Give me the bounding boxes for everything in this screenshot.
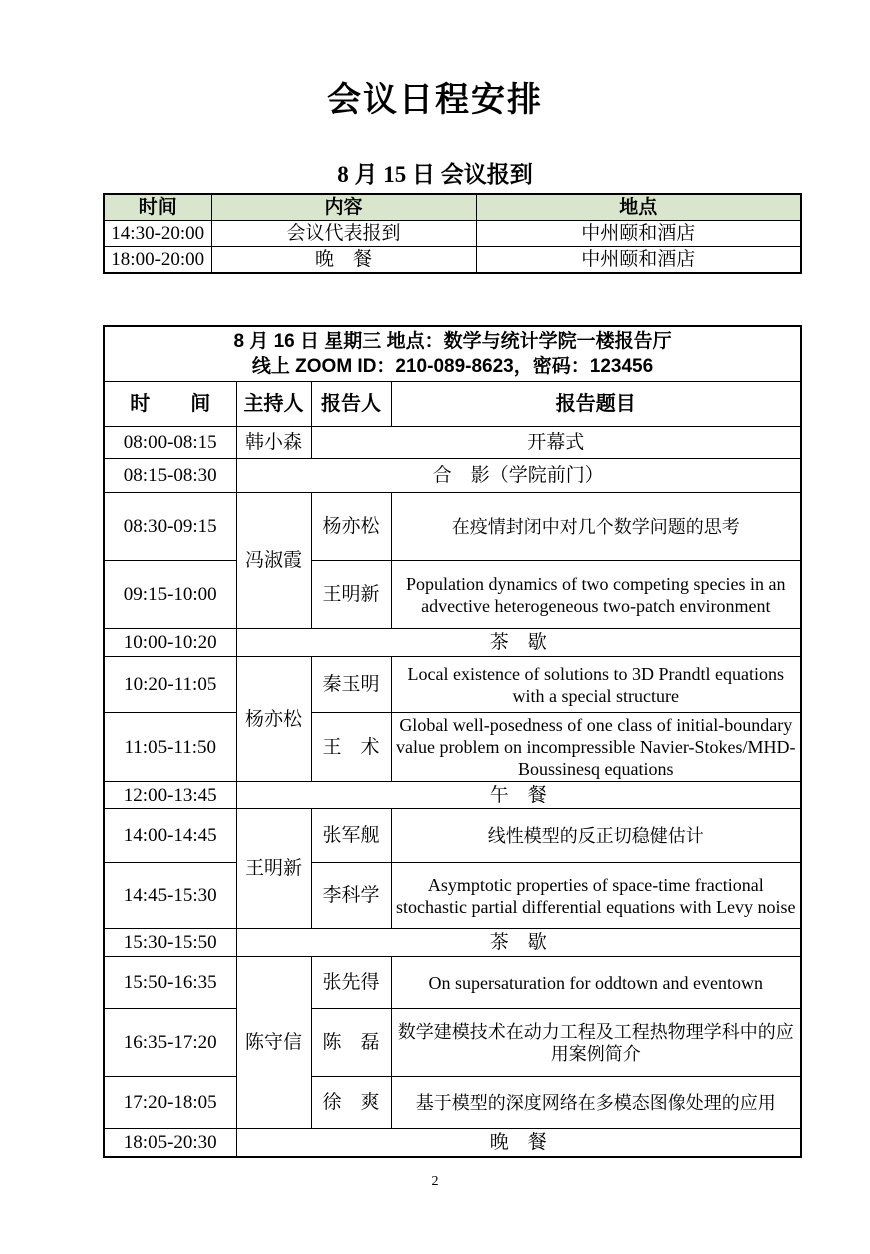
schedule-row [104,782,801,809]
time-cell: 17:20-18:05 [104,1077,236,1129]
schedule-row [104,657,801,713]
talk-title-cell: 基于模型的深度网络在多模态图像处理的应用 [391,1077,801,1129]
day1-row [104,246,801,273]
talk-title-cell: Population dynamics of two competing species in an advective heterogeneous two-patch environment [391,561,801,629]
speaker-cell: 杨亦松 [311,493,391,561]
schedule-row [104,561,801,629]
day1-row [104,220,801,246]
page-number: 2 [431,1174,439,1189]
time-cell: 09:15-10:00 [104,561,236,629]
event-cell: 开幕式 [311,427,801,459]
day2-col-talk: 报告题目 [391,382,801,427]
time-cell: 18:00-20:00 [104,246,211,273]
day2-table [103,325,802,1158]
page-title: 会议日程安排 [327,81,543,119]
speaker-cell: 张军舰 [311,809,391,863]
schedule-row [104,1077,801,1129]
time-cell: 15:30-15:50 [104,929,236,957]
time-cell: 15:50-16:35 [104,957,236,1009]
event-cell: 合 影（学院前门） [236,459,801,493]
schedule-row [104,809,801,863]
speaker-cell: 徐 爽 [311,1077,391,1129]
talk-title-cell: 数学建模技术在动力工程及工程热物理学科中的应用案例简介 [391,1009,801,1077]
speaker-cell: 张先得 [311,957,391,1009]
time-cell: 08:15-08:30 [104,459,236,493]
chair-cell: 韩小森 [236,427,311,459]
day2-col-time: 时 间 [104,382,236,427]
day2-title-row [104,326,801,382]
day2-col-speaker: 报告人 [311,382,391,427]
schedule-row [104,427,801,459]
schedule-row [104,1009,801,1077]
event-cell: 茶 歇 [236,929,801,957]
schedule-row [104,493,801,561]
day1-col-location: 地点 [476,194,801,221]
day2-header-row [104,382,801,427]
chair-cell: 冯淑霞 [236,493,311,629]
time-cell: 10:20-11:05 [104,657,236,713]
content-cell: 会议代表报到 [211,220,476,246]
speaker-cell: 陈 磊 [311,1009,391,1077]
day2-title-line2: 线上 ZOOM ID：210-089-8623，密码：123456 [251,356,654,378]
schedule-row [104,459,801,493]
event-cell: 午 餐 [236,782,801,809]
talk-title-cell: Local existence of solutions to 3D Prandtl equations with a special structure [391,657,801,713]
time-cell: 10:00-10:20 [104,629,236,657]
day2-title-cell [104,326,801,382]
time-cell: 14:30-20:00 [104,220,211,246]
day1-heading: 8 月 15 日 会议报到 [337,161,533,187]
talk-title-cell: On supersaturation for oddtown and eventown [391,957,801,1009]
schedule-row [104,629,801,657]
speaker-cell: 王 术 [311,713,391,782]
day2-title-line1: 8 月 16 日 星期三 地点：数学与统计学院一楼报告厅 [233,331,672,353]
event-cell: 晚 餐 [236,1129,801,1157]
time-cell: 12:00-13:45 [104,782,236,809]
time-cell: 08:00-08:15 [104,427,236,459]
speaker-cell: 李科学 [311,863,391,929]
time-cell: 14:00-14:45 [104,809,236,863]
day1-col-content: 内容 [211,194,476,221]
time-cell: 14:45-15:30 [104,863,236,929]
chair-cell: 杨亦松 [236,657,311,782]
day2-col-chair: 主持人 [236,382,311,427]
schedule-row [104,929,801,957]
schedule-row [104,863,801,929]
schedule-row [104,1129,801,1157]
time-cell: 18:05-20:30 [104,1129,236,1157]
location-cell: 中州颐和酒店 [476,220,801,246]
location-cell: 中州颐和酒店 [476,246,801,273]
schedule-row [104,957,801,1009]
speaker-cell: 秦玉明 [311,657,391,713]
time-cell: 08:30-09:15 [104,493,236,561]
day1-col-time: 时间 [104,194,211,221]
time-cell: 11:05-11:50 [104,713,236,782]
talk-title-cell: 线性模型的反正切稳健估计 [391,809,801,863]
chair-cell: 王明新 [236,809,311,929]
talk-title-cell: 在疫情封闭中对几个数学问题的思考 [391,493,801,561]
event-cell: 茶 歇 [236,629,801,657]
schedule-row [104,713,801,782]
content-cell: 晚 餐 [211,246,476,273]
day1-header-row [104,194,801,221]
speaker-cell: 王明新 [311,561,391,629]
chair-cell: 陈守信 [236,957,311,1129]
talk-title-cell: Global well-posedness of one class of initial-boundary value problem on incompressible Navier-Stokes/MHD-Boussinesq equations [391,713,801,782]
day1-table [103,193,802,274]
time-cell: 16:35-17:20 [104,1009,236,1077]
talk-title-cell: Asymptotic properties of space-time fractional stochastic partial differential equations with Levy noise [391,863,801,929]
